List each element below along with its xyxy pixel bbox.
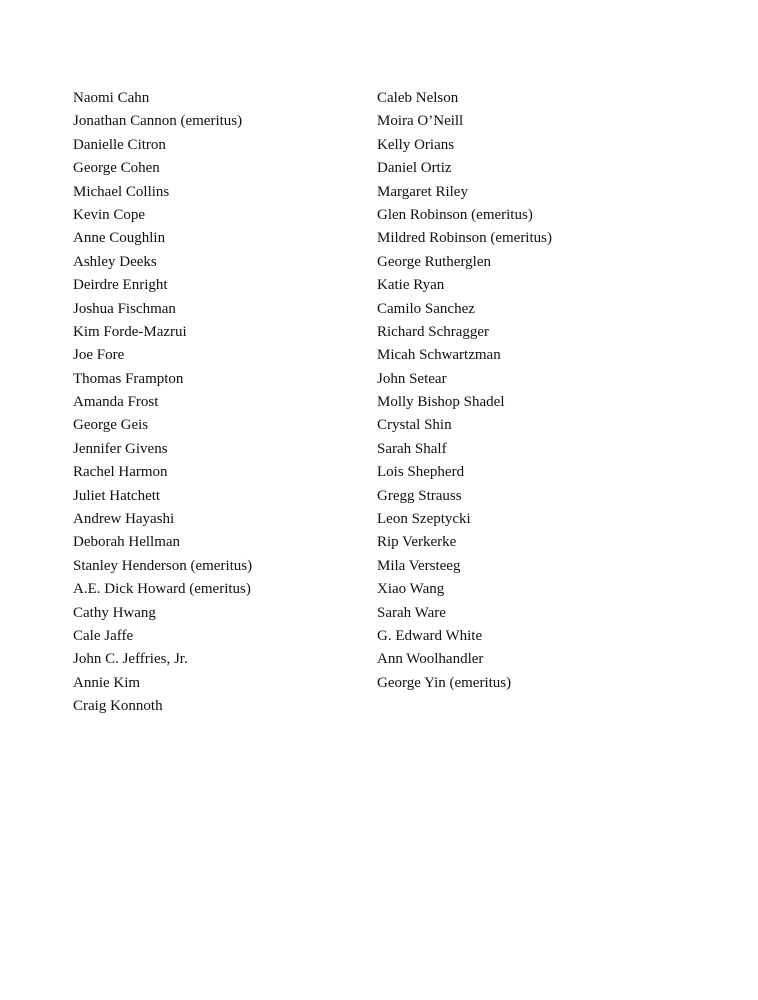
names-column-left <box>73 87 252 719</box>
list-item: Jennifer Givens <box>73 440 168 457</box>
list-item: Jonathan Cannon (emeritus) <box>73 113 243 130</box>
list-item: Sarah Ware <box>377 604 446 621</box>
list-item: G. Edward White <box>377 627 483 644</box>
list-item: Naomi Cahn <box>73 90 150 106</box>
list-item: Michael Collins <box>73 183 170 200</box>
list-item: Danielle Citron <box>73 136 166 153</box>
list-item: Mildred Robinson (emeritus) <box>377 230 552 247</box>
list-item: George Yin (emeritus) <box>377 674 512 691</box>
list-item: George Geis <box>73 417 149 434</box>
list-item: Sarah Shalf <box>377 440 447 457</box>
list-item: Kim Forde-Mazrui <box>73 323 187 340</box>
list-item: Lois Shepherd <box>377 464 465 481</box>
list-item: Gregg Strauss <box>377 487 462 504</box>
list-item: Daniel Ortiz <box>377 160 452 177</box>
list-item: Micah Schwartzman <box>377 347 501 364</box>
list-item: George Cohen <box>73 160 160 177</box>
list-item: Rachel Harmon <box>73 464 168 481</box>
list-item: Juliet Hatchett <box>73 487 161 504</box>
list-item: Stanley Henderson (emeritus) <box>73 557 253 574</box>
list-item: A.E. Dick Howard (emeritus) <box>73 581 251 598</box>
list-item: Margaret Riley <box>377 183 468 200</box>
list-item: Ann Woolhandler <box>377 651 484 668</box>
list-item: Xiao Wang <box>377 581 445 598</box>
list-item: Richard Schragger <box>377 323 490 340</box>
list-item: George Rutherglen <box>377 253 492 270</box>
list-item: Joshua Fischman <box>73 300 176 317</box>
list-item: Glen Robinson (emeritus) <box>377 206 533 223</box>
list-item: Craig Konnoth <box>73 698 163 715</box>
list-item: Thomas Frampton <box>73 370 184 387</box>
list-item: Leon Szeptycki <box>377 511 471 528</box>
list-item: Rip Verkerke <box>377 534 457 551</box>
list-item: Cathy Hwang <box>73 604 156 621</box>
list-item: John C. Jeffries, Jr. <box>73 651 188 668</box>
list-item: Deirdre Enright <box>73 277 168 294</box>
list-item: Amanda Frost <box>73 394 159 411</box>
list-item: Anne Coughlin <box>73 230 166 247</box>
list-item: Deborah Hellman <box>73 534 181 551</box>
list-item: Cale Jaffe <box>73 627 134 644</box>
list-item: Moira O’Neill <box>377 113 464 130</box>
list-item: John Setear <box>377 370 447 387</box>
list-item: Caleb Nelson <box>377 90 459 106</box>
list-item: Andrew Hayashi <box>73 511 175 528</box>
list-item: Camilo Sanchez <box>377 300 475 317</box>
list-item: Joe Fore <box>73 347 125 364</box>
list-item: Kevin Cope <box>73 206 146 223</box>
list-item: Mila Versteeg <box>377 557 461 574</box>
list-item: Katie Ryan <box>377 277 445 294</box>
names-column-right <box>377 87 552 695</box>
list-item: Crystal Shin <box>377 417 452 434</box>
list-item: Kelly Orians <box>377 136 455 153</box>
list-item: Ashley Deeks <box>73 253 157 270</box>
list-item: Molly Bishop Shadel <box>377 394 505 411</box>
list-item: Annie Kim <box>73 674 141 691</box>
